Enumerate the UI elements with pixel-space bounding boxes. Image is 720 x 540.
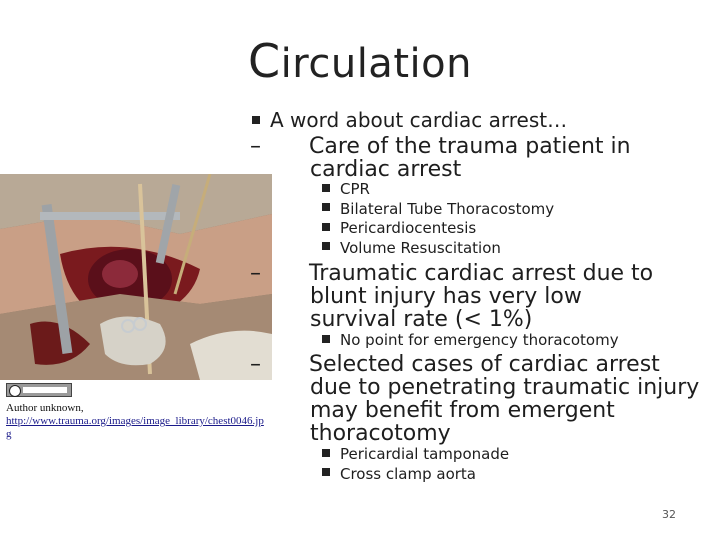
bullet-group3-items bbox=[322, 445, 509, 484]
bullet-square-icon bbox=[322, 242, 330, 250]
list-item-text: CPR bbox=[340, 180, 370, 198]
list-item bbox=[322, 219, 554, 239]
bullet-group2-heading: – Traumatic cardiac arrest due to blunt injury has very low survival rate (< 1%) bbox=[250, 261, 654, 332]
bullet-group3-heading: – Selected cases of cardiac arrest due to penetrating traumatic injury may benefit from emergent thoracotomy bbox=[250, 352, 700, 446]
bullet-group1-heading: – Care of the trauma patient in cardiac arrest bbox=[250, 134, 631, 182]
bullet-group3-heading-text: Selected cases of cardiac arrest due to penetrating traumatic injury may benefit from emergent thoracotomy bbox=[309, 352, 700, 446]
slide-title-cap: C bbox=[248, 34, 281, 88]
list-item bbox=[322, 445, 509, 465]
list-item-text: No point for emergency thoracotomy bbox=[340, 331, 619, 349]
cc-by-nc-sa-icon bbox=[6, 383, 72, 397]
bullet-group1-items bbox=[322, 180, 554, 258]
bullet-group1-heading-text: Care of the trauma patient in cardiac arrest bbox=[309, 134, 631, 182]
bullet-square-icon bbox=[322, 223, 330, 231]
bullet-level1 bbox=[252, 108, 567, 132]
bullet-level1-text: A word about cardiac arrest… bbox=[270, 108, 568, 132]
slide-title bbox=[0, 34, 720, 88]
bullet-group2-heading-text: Traumatic cardiac arrest due to blunt injury has very low survival rate (< 1%) bbox=[309, 261, 654, 332]
list-item-text: Cross clamp aorta bbox=[340, 464, 477, 483]
bullet-square-icon bbox=[322, 203, 330, 211]
list-item bbox=[322, 465, 509, 485]
bullet-square-icon bbox=[252, 116, 260, 124]
image-credit bbox=[6, 383, 268, 441]
list-item bbox=[322, 239, 554, 259]
list-item bbox=[322, 331, 619, 351]
image-credit-link[interactable]: http://www.trauma.org/images/image_library/chest0046.jpg bbox=[6, 415, 264, 440]
slide-title-rest: irculation bbox=[280, 41, 472, 87]
bullet-square-icon bbox=[322, 468, 330, 476]
bullet-group2-items bbox=[322, 331, 619, 351]
list-item-text: Bilateral Tube Thoracostomy bbox=[340, 199, 555, 218]
bullet-square-icon bbox=[322, 184, 330, 192]
thoracotomy-photo bbox=[0, 174, 272, 380]
list-item bbox=[322, 180, 554, 200]
list-item bbox=[322, 200, 554, 220]
list-item-text: Volume Resuscitation bbox=[340, 238, 501, 257]
list-item-text: Pericardial tamponade bbox=[340, 445, 510, 463]
bullet-square-icon bbox=[322, 335, 330, 343]
bullet-square-icon bbox=[322, 449, 330, 457]
page-number: 32 bbox=[662, 508, 676, 521]
list-item-text: Pericardiocentesis bbox=[340, 219, 477, 237]
image-credit-author: Author unknown, bbox=[6, 402, 84, 414]
thoracotomy-photo-illustration bbox=[0, 174, 272, 380]
